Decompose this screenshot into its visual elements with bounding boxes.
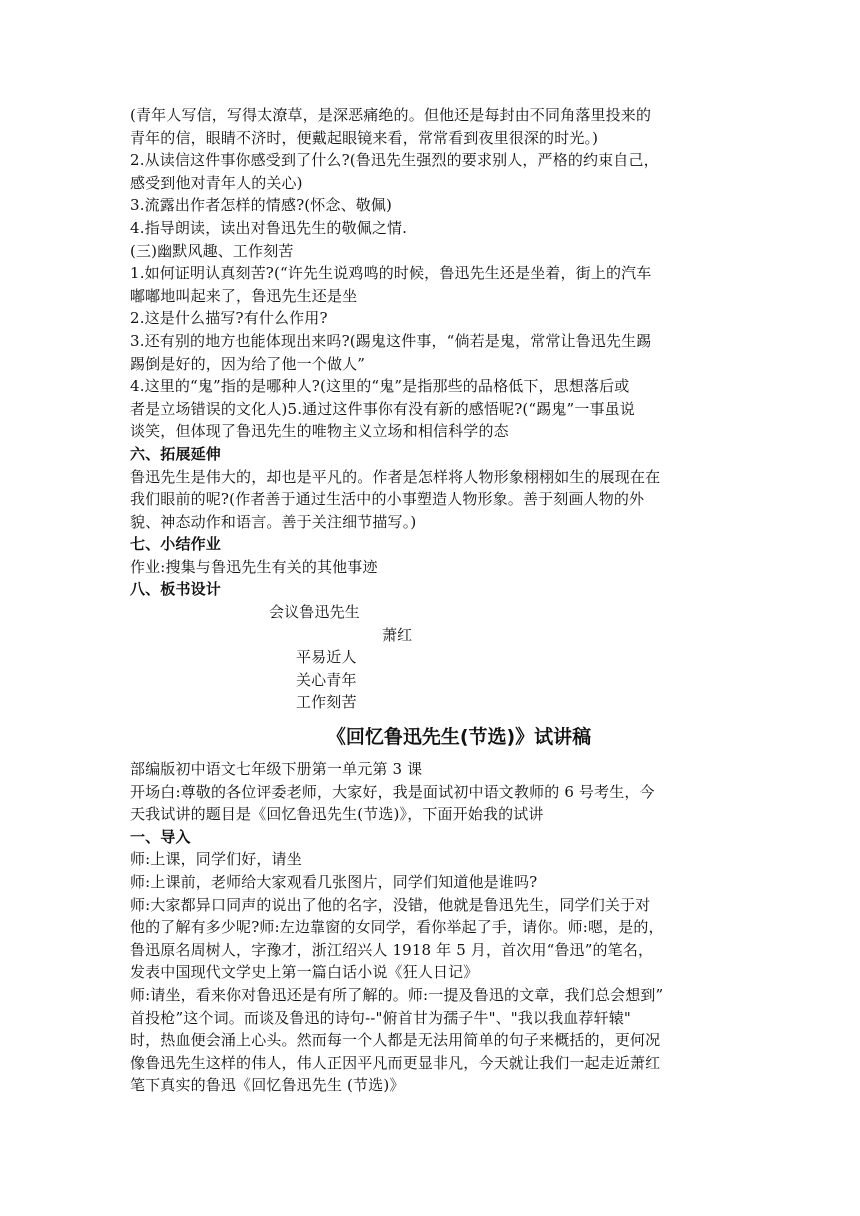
text-line: 4.指导朗读，读出对鲁迅先生的敬佩之情.: [130, 218, 408, 237]
text-line: 他的了解有多少呢?师:左边靠窗的女同学，看你举起了手，请你。师:嗯，是的，: [130, 918, 664, 937]
text-line: 像鲁迅先生这样的伟人，伟人正因平凡而更显非凡，今天就让我们一起走近萧红: [130, 1053, 661, 1072]
section-continuation: [130, 104, 730, 443]
section-homework: [130, 533, 730, 578]
section-heading: 八、板书设计: [130, 580, 221, 599]
section-heading: 一、导入: [130, 827, 191, 846]
section-script: [130, 758, 730, 1097]
text-line: 2.这是什么描写?有什么作用?: [130, 309, 328, 328]
text-line: 4.这里的“鬼”指的是哪种人?(这里的“鬼”是指那些的品格低下，思想落后或: [130, 377, 630, 396]
text-line: 踢倒是好的，因为给了他一个做人”: [130, 354, 366, 373]
text-line: 我们眼前的呢?(作者善于通过生活中的小事塑造人物形象。善于刻画人物的外: [130, 490, 645, 509]
text-line: 谈笑，但体现了鲁迅先生的唯物主义立场和相信科学的态: [130, 422, 509, 441]
document-page: [130, 104, 730, 1097]
text-line: 2.从读信这件事你感受到了什么?(鲁迅先生强烈的要求别人，严格的约束自己，: [130, 151, 659, 170]
board-point: 平易近人: [296, 648, 357, 667]
text-line: 鲁迅原名周树人，字豫才，浙江绍兴人 1918 年 5 月，首次用“鲁迅”的笔名，: [130, 940, 654, 959]
text-line: 青年的信，眼睛不济时，便戴起眼镜来看，常常看到夜里很深的时光。): [130, 128, 599, 147]
text-line: 首投枪”这个词。而谈及鲁迅的诗句--"俯首甘为孺子牛"、"我以我血荐轩辕": [130, 1008, 631, 1027]
text-line: 嘟嘟地叫起来了，鲁迅先生还是坐: [130, 286, 358, 305]
text-line: 部编版初中语文七年级下册第一单元第 3 课: [130, 760, 423, 779]
text-line: 1.如何证明认真刻苦?(“许先生说鸡鸣的时候，鲁迅先生还是坐着，街上的汽车: [130, 264, 652, 283]
board-title: 会议鲁迅先生: [269, 603, 360, 622]
text-line: 发表中国现代文学史上第一篇白话小说《狂人日记》: [130, 963, 479, 982]
text-line: 感受到他对青年人的关心): [130, 173, 303, 192]
board-author: 萧红: [382, 625, 413, 644]
section-heading: 七、小结作业: [130, 535, 221, 554]
text-line: 师:大家都异口同声的说出了他的名字，没错，他就是鲁迅先生，同学们关于对: [130, 895, 651, 914]
section-extension: [130, 443, 730, 533]
text-line: 3.流露出作者怎样的情感?(怀念、敬佩): [130, 196, 393, 215]
text-line: 笔下真实的鲁迅《回忆鲁迅先生 (节选)》: [130, 1076, 405, 1095]
section-board-design: [130, 578, 730, 714]
section-heading: 六、拓展延伸: [130, 444, 221, 463]
text-line: 者是立场错误的文化人)5.通过这件事你有没有新的感悟呢?(“踢鬼”一事虽说: [130, 399, 635, 418]
text-line: 时，热血便会涌上心头。然而每一个人都是无法用简单的句子来概括的，更何况: [130, 1031, 661, 1050]
board-point: 关心青年: [296, 670, 357, 689]
text-line: 师:请坐，看来你对鲁迅还是有所了解的。师:一提及鲁迅的文章，我们总会想到”: [130, 985, 664, 1004]
text-line: 开场白:尊敬的各位评委老师，大家好，我是面试初中语文教师的 6 号考生，今: [130, 782, 655, 801]
text-line: 貌、神态动作和语言。善于关注细节描写。): [130, 512, 417, 531]
text-line: 师:上课前，老师给大家观看几张图片，同学们知道他是谁吗?: [130, 873, 538, 891]
text-line: 作业:搜集与鲁迅先生有关的其他事迹: [130, 557, 378, 576]
text-line: 天我试讲的题目是《回忆鲁迅先生(节选)》，下面开始我的试讲: [130, 805, 544, 824]
text-line: (青年人写信，写得太潦草，是深恶痛绝的。但他还是每封由不同角落里投来的: [130, 106, 652, 124]
text-line: 鲁迅先生是伟大的，却也是平凡的。作者是怎样将人物形象栩栩如生的展现在在: [130, 467, 661, 486]
text-line: 师:上课，同学们好，请坐: [130, 850, 302, 869]
board-point: 工作刻苦: [296, 693, 357, 712]
subsection-heading: (三)幽默风趣、工作刻苦: [130, 241, 294, 260]
document-title: 《回忆鲁迅先生(节选)》试讲稿: [326, 726, 592, 749]
text-line: 3.还有别的地方也能体现出来吗?(踢鬼这件事，“倘若是鬼，常常让鲁迅先生踢: [130, 331, 652, 350]
